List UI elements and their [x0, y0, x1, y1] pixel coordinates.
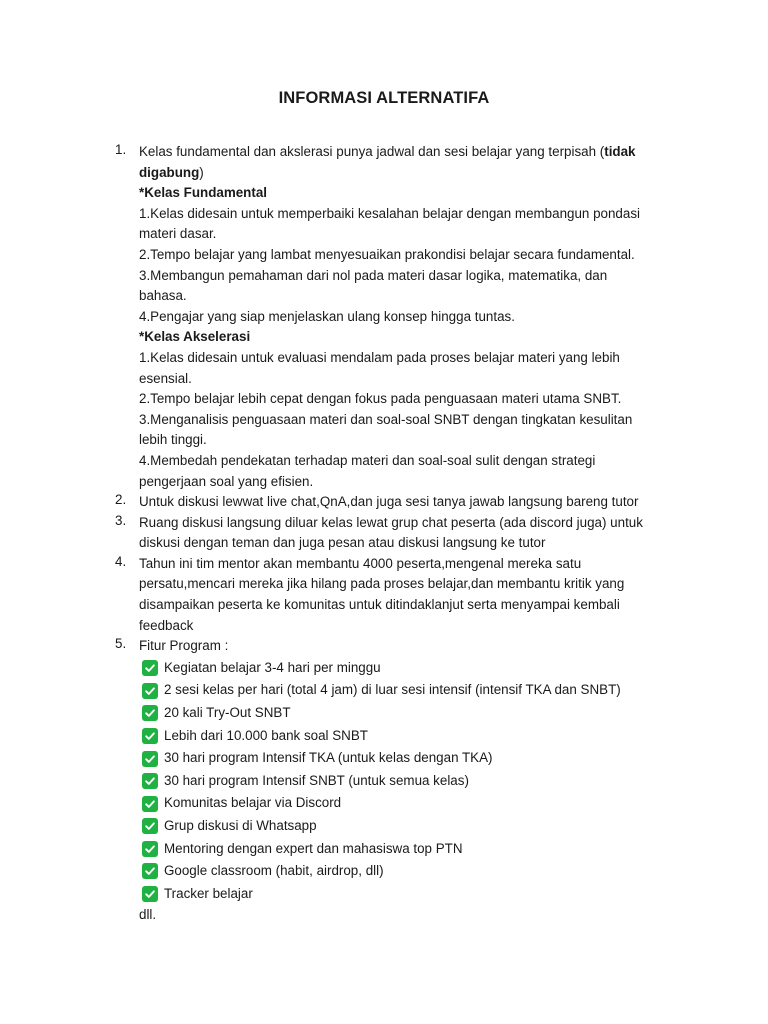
list-number: 3. — [115, 512, 127, 528]
feature-text: 30 hari program Intensif SNBT (untuk semua kelas) — [164, 772, 469, 788]
list-item-3 — [0, 513, 669, 554]
feature-text: Tracker belajar — [164, 885, 253, 901]
list-item-4 — [0, 554, 669, 636]
item-4-line: persatu,mencari mereka jika hilang pada proses belajar,dan membantu kritik yang — [139, 576, 625, 592]
item-4-line: Tahun ini tim mentor akan membantu 4000 peserta,mengenal mereka satu — [139, 555, 582, 571]
item-4-line: disampaikan peserta ke komunitas untuk ditindaklanjut serta menyampai kembali — [139, 597, 620, 613]
fundamental-line: 2.Tempo belajar yang lambat menyesuaikan prakondisi belajar secara fundamental. — [139, 246, 635, 262]
check-mark-button-icon — [142, 863, 158, 879]
features-footer: dll. — [139, 907, 157, 923]
list-number: 1. — [115, 142, 127, 157]
page-title: INFORMASI ALTERNATIFA — [278, 89, 490, 107]
feature-item — [142, 815, 669, 838]
item-1-line-2 — [139, 163, 669, 184]
list-number: 4. — [115, 553, 127, 569]
item-1-line-1 — [139, 142, 669, 163]
features-heading: Fitur Program : — [139, 638, 229, 654]
list-item-1 — [0, 142, 669, 492]
check-mark-button-icon — [142, 886, 158, 902]
feature-item — [142, 679, 669, 702]
akselerasi-line: 3.Menganalisis penguasaan materi dan soal-soal SNBT dengan tingkatan kesulitan — [139, 411, 633, 427]
list-item-5 — [0, 636, 669, 926]
akselerasi-line: esensial. — [139, 370, 192, 386]
fundamental-line: 4.Pengajar yang siap menjelaskan ulang konsep hingga tuntas. — [139, 308, 515, 324]
check-mark-button-icon — [142, 751, 158, 767]
feature-item — [142, 792, 669, 815]
akselerasi-line: pengerjaan soal yang efisien. — [139, 473, 314, 489]
feature-list — [139, 657, 669, 906]
bold-text-run: digabung — [139, 164, 200, 180]
feature-text: Lebih dari 10.000 bank soal SNBT — [164, 727, 368, 743]
text-run: ) — [199, 164, 204, 180]
feature-item — [142, 860, 669, 883]
feature-text: 2 sesi kelas per hari (total 4 jam) di luar sesi intensif (intensif TKA dan SNBT) — [164, 682, 621, 698]
fundamental-heading: *Kelas Fundamental — [139, 185, 267, 201]
feature-item — [142, 770, 669, 793]
check-mark-button-icon — [142, 818, 158, 834]
feature-text: Komunitas belajar via Discord — [164, 795, 342, 811]
list-item-2 — [0, 492, 669, 513]
akselerasi-heading: *Kelas Akselerasi — [139, 329, 251, 345]
akselerasi-line: lebih tinggi. — [139, 432, 207, 448]
fundamental-line: 3.Membangun pemahaman dari nol pada materi dasar logika, matematika, dan — [139, 267, 608, 283]
item-3-line: Ruang diskusi langsung diluar kelas lewat grup chat peserta (ada discord juga) untuk — [139, 514, 643, 530]
check-mark-button-icon — [142, 705, 158, 721]
text-run: Kelas fundamental dan akslerasi punya jadwal dan sesi belajar yang terpisah ( — [139, 144, 605, 159]
feature-item — [142, 838, 669, 861]
check-mark-button-icon — [142, 683, 158, 699]
check-mark-button-icon — [142, 841, 158, 857]
check-mark-button-icon — [142, 728, 158, 744]
item-2-line: Untuk diskusi lewwat live chat,QnA,dan juga sesi tanya jawab langsung bareng tutor — [139, 494, 639, 510]
feature-item — [142, 747, 669, 770]
feature-item — [142, 657, 669, 680]
akselerasi-line: 2.Tempo belajar lebih cepat dengan fokus pada penguasaan materi utama SNBT. — [139, 391, 622, 407]
list-number: 2. — [115, 492, 127, 508]
fundamental-line: bahasa. — [139, 288, 187, 304]
bold-text-run: tidak — [604, 144, 636, 159]
feature-item — [142, 883, 669, 906]
feature-text: 20 kali Try-Out SNBT — [164, 705, 291, 721]
akselerasi-line: 4.Membedah pendekatan terhadap materi dan soal-soal sulit dengan strategi — [139, 452, 596, 468]
akselerasi-line: 1.Kelas didesain untuk evaluasi mendalam pada proses belajar materi yang lebih — [139, 349, 620, 365]
feature-text: 30 hari program Intensif TKA (untuk kelas dengan TKA) — [164, 750, 493, 766]
check-mark-button-icon — [142, 773, 158, 789]
item-4-line: feedback — [139, 617, 194, 633]
feature-item — [142, 725, 669, 748]
feature-text: Google classroom (habit, airdrop, dll) — [164, 863, 384, 879]
list-number: 5. — [115, 636, 127, 652]
numbered-list — [0, 142, 768, 926]
feature-text: Mentoring dengan expert dan mahasiswa top PTN — [164, 840, 463, 856]
fundamental-line: materi dasar. — [139, 226, 217, 242]
feature-text: Grup diskusi di Whatsapp — [164, 818, 317, 833]
check-mark-button-icon — [142, 796, 158, 812]
fundamental-line: 1.Kelas didesain untuk memperbaiki kesalahan belajar dengan membangun pondasi — [139, 205, 640, 221]
feature-text: Kegiatan belajar 3-4 hari per minggu — [164, 659, 381, 675]
feature-item — [142, 702, 669, 725]
item-3-line: diskusi dengan teman dan juga pesan atau diskusi langsung ke tutor — [139, 535, 546, 551]
check-mark-button-icon — [142, 660, 158, 676]
